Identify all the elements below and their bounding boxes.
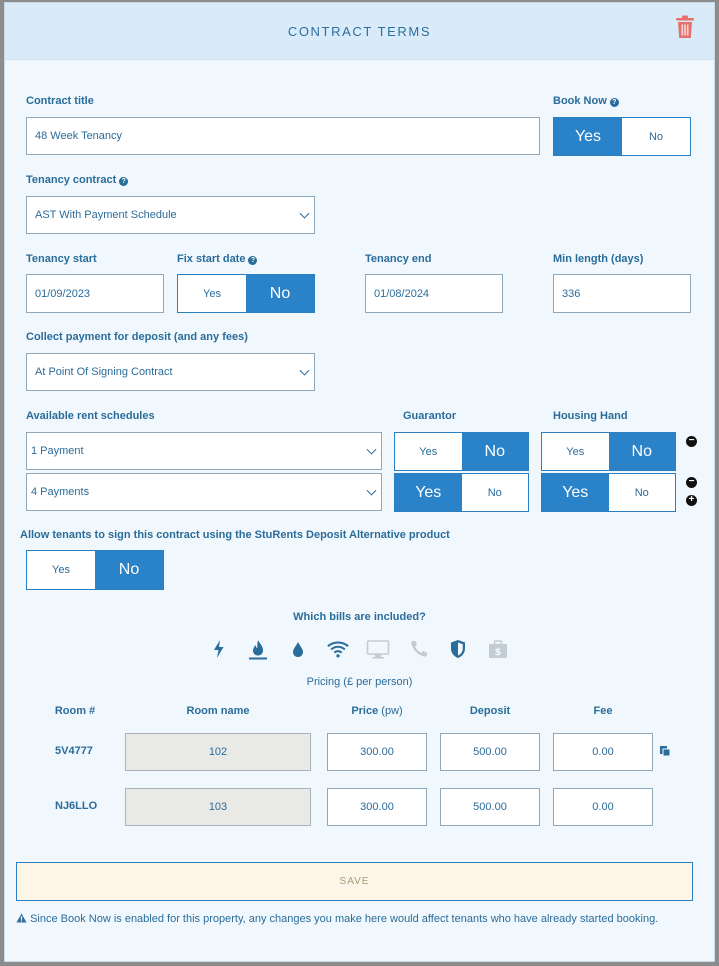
- guarantor-label: Guarantor: [403, 410, 457, 422]
- contract-title-label: Contract title: [26, 95, 94, 107]
- rent-schedule-value: 4 Payments: [31, 486, 90, 498]
- book-now-label: Book Now ?: [553, 95, 619, 107]
- min-length-value: 336: [562, 287, 581, 300]
- pricing-label: Pricing (£ per person): [306, 676, 413, 688]
- help-icon[interactable]: ?: [119, 177, 128, 186]
- price-input[interactable]: 300.00: [327, 788, 427, 826]
- collect-payment-label: Collect payment for deposit (and any fees): [26, 331, 248, 343]
- remove-schedule-icon[interactable]: −: [686, 477, 697, 488]
- housing-hand-toggle[interactable]: [541, 473, 676, 512]
- notice-text: Since Book Now is enabled for this property, any changes you make here would affect tenants who have already started booking.: [30, 913, 659, 925]
- deposit-input[interactable]: 500.00: [440, 788, 540, 826]
- guarantor-no[interactable]: No: [487, 486, 502, 499]
- fee-input[interactable]: 0.00: [553, 788, 653, 826]
- rent-schedule-value: 1 Payment: [31, 445, 84, 457]
- guarantor-toggle[interactable]: [394, 473, 529, 512]
- collect-payment-select[interactable]: [26, 353, 315, 391]
- fix-start-date-no[interactable]: No: [246, 275, 314, 312]
- gas-icon[interactable]: [247, 638, 269, 660]
- housing-hand-no[interactable]: No: [634, 486, 649, 499]
- col-price: Price (pw): [351, 705, 403, 717]
- col-deposit: Deposit: [469, 705, 511, 717]
- tenancy-end-input[interactable]: [365, 274, 503, 313]
- tenancy-start-label: Tenancy start: [26, 253, 97, 265]
- price-input[interactable]: 300.00: [327, 733, 427, 771]
- rent-schedule-select[interactable]: [26, 432, 382, 470]
- min-length-label: Min length (days): [553, 253, 644, 265]
- phone-icon[interactable]: [408, 638, 430, 660]
- room-number: NJ6LLO: [55, 800, 98, 812]
- contract-title-value: 48 Week Tenancy: [35, 130, 123, 142]
- housing-hand-yes[interactable]: Yes: [542, 474, 609, 511]
- rent-schedule-select[interactable]: [26, 473, 382, 511]
- remove-schedule-icon[interactable]: −: [686, 436, 697, 447]
- col-fee: Fee: [593, 705, 613, 717]
- contract-title-input[interactable]: [26, 117, 540, 155]
- book-now-toggle[interactable]: [553, 117, 691, 156]
- room-number: 5V4777: [55, 745, 93, 757]
- tenancy-contract-select[interactable]: [26, 196, 315, 234]
- bills-label: Which bills are included?: [293, 611, 426, 623]
- help-icon[interactable]: ?: [248, 256, 257, 265]
- trash-icon[interactable]: [674, 15, 696, 39]
- room-name-field: 103: [125, 788, 311, 826]
- contents-insurance-icon[interactable]: [487, 638, 509, 660]
- modal-header: [5, 3, 714, 60]
- tenancy-contract-label: Tenancy contract ?: [26, 174, 128, 186]
- collect-payment-value: At Point Of Signing Contract: [35, 366, 173, 378]
- deposit-alternative-toggle[interactable]: [26, 550, 164, 590]
- wifi-icon[interactable]: [327, 638, 349, 660]
- tenancy-start-input[interactable]: [26, 274, 164, 313]
- fee-input[interactable]: 0.00: [553, 733, 653, 771]
- housing-hand-no[interactable]: No: [609, 433, 676, 470]
- insurance-shield-icon[interactable]: [447, 638, 469, 660]
- guarantor-toggle[interactable]: [394, 432, 529, 471]
- guarantor-yes[interactable]: Yes: [419, 445, 438, 458]
- housing-hand-toggle[interactable]: [541, 432, 676, 471]
- tenancy-contract-value: AST With Payment Schedule: [35, 209, 177, 221]
- deposit-alternative-no[interactable]: No: [95, 551, 163, 589]
- guarantor-yes[interactable]: Yes: [395, 474, 462, 511]
- fix-start-date-yes[interactable]: Yes: [203, 287, 221, 300]
- modal-title: CONTRACT TERMS: [287, 24, 432, 39]
- water-icon[interactable]: [287, 638, 309, 660]
- electricity-icon[interactable]: [208, 638, 230, 660]
- housing-hand-yes[interactable]: Yes: [566, 445, 585, 458]
- guarantor-no[interactable]: No: [462, 433, 529, 470]
- book-now-no[interactable]: No: [648, 130, 664, 143]
- warning-icon: [16, 913, 27, 923]
- help-icon[interactable]: ?: [610, 98, 619, 107]
- tv-icon[interactable]: [366, 638, 390, 660]
- save-button[interactable]: SAVE: [16, 862, 693, 901]
- book-now-yes[interactable]: Yes: [554, 118, 622, 155]
- fix-start-date-toggle[interactable]: [177, 274, 315, 313]
- deposit-alternative-label: Allow tenants to sign this contract using the StuRents Deposit Alternative product: [20, 529, 450, 541]
- col-room-no: Room #: [54, 705, 96, 717]
- col-room-name: Room name: [186, 705, 250, 717]
- copy-icon[interactable]: [659, 745, 671, 757]
- add-schedule-icon[interactable]: +: [686, 495, 697, 506]
- room-name-field: 102: [125, 733, 311, 771]
- tenancy-end-value: 01/08/2024: [374, 287, 430, 300]
- svg-text:$: $: [494, 647, 502, 658]
- deposit-input[interactable]: 500.00: [440, 733, 540, 771]
- tenancy-end-label: Tenancy end: [365, 253, 432, 265]
- rent-schedules-label: Available rent schedules: [26, 410, 155, 422]
- deposit-alternative-yes[interactable]: Yes: [52, 564, 70, 576]
- tenancy-start-value: 01/09/2023: [35, 287, 91, 300]
- housing-hand-label: Housing Hand: [553, 410, 628, 422]
- book-now-notice: [16, 913, 658, 925]
- min-length-input[interactable]: [553, 274, 691, 313]
- fix-start-date-label: Fix start date ?: [177, 253, 257, 265]
